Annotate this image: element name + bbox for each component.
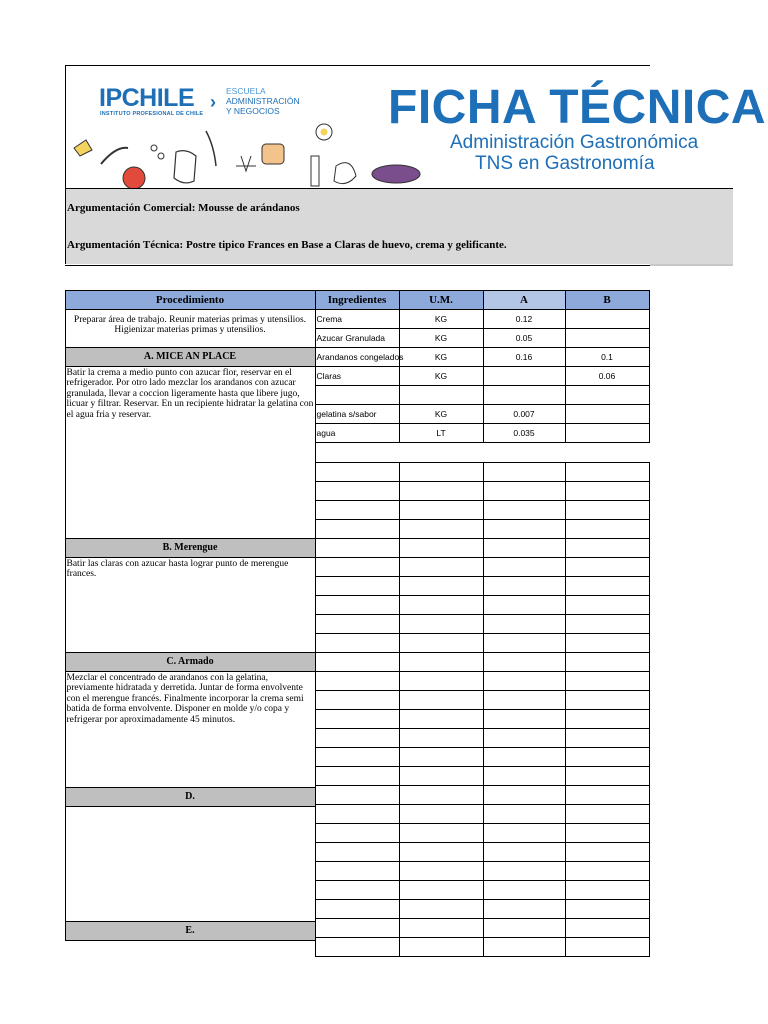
ingredient-um: KG [399,404,484,424]
empty-cell [565,576,650,596]
empty-cell [483,538,566,558]
empty-cell [315,519,400,539]
section-text: Batir las claras con azucar hasta lograr punto de merengue frances. [65,557,316,653]
subtitle-line2: TNS en Gastronomía [475,153,655,174]
ingredient-a: 0.007 [483,404,566,424]
pasta-icon [74,140,92,156]
empty-cell [565,937,650,957]
empty-cell [315,823,400,843]
empty-cell [399,538,484,558]
ipchile-logo-subtitle: INSTITUTO PROFESIONAL DE CHILE [100,111,204,117]
section-title: E. [65,921,316,941]
empty-cell [565,481,650,501]
empty-cell [315,462,400,482]
herb-icon [236,156,256,171]
empty-cell [399,557,484,577]
ingredient-name: agua [315,423,400,443]
empty-cell [399,633,484,653]
empty-cell [315,899,400,919]
empty-cell [315,690,400,710]
bread-icon [262,144,284,164]
empty-cell [565,747,650,767]
pepper-icon [174,151,196,183]
empty-cell [565,766,650,786]
empty-cell [315,500,400,520]
chevron-right-icon: › [210,92,216,112]
empty-cell [315,709,400,729]
ingredient-a: 0.035 [483,423,566,443]
ingredient-um: KG [399,347,484,367]
empty-cell [483,918,566,938]
empty-cell [483,899,566,919]
empty-cell [483,747,566,767]
empty-cell [399,728,484,748]
empty-cell [483,652,566,672]
empty-cell [315,728,400,748]
ingredient-name: gelatina s/sabor [315,404,400,424]
empty-cell [565,842,650,862]
empty-cell [315,538,400,558]
ipchile-logo: IPCHILE [99,84,195,112]
header-um: U.M. [399,290,484,310]
empty-cell [483,937,566,957]
header-procedimiento: Procedimiento [65,290,316,310]
section-text: Mezclar el concentrado de arandanos con la gelatina, previamente hidratada y derretida. Juntar de forma envolvente con el merengue francés. Finalmente incorporar la crema semi batida de forma envolvente. Disponer en molde y/o copa y refrigerar por aproximadamente 45 minutos. [65,671,316,788]
header-ingredientes: Ingredientes [315,290,400,310]
tomato-icon [123,167,145,189]
empty-cell [483,614,566,634]
ingredient-a: 0.12 [483,309,566,329]
empty-cell [399,500,484,520]
empty-cell [315,785,400,805]
pea-icon [158,153,164,159]
radish-icon [334,163,356,184]
empty-cell [565,614,650,634]
empty-cell [399,785,484,805]
section-text: Batir la crema a medio punto con azucar flor, reservar en el refrigerador. Por otro lado mezclar los arandanos con azucar granulada, llevar a coccion ligeramente hasta que libere jugo, licuar y filtrar. Reservar. En un recipiente hidratar la gelatina con el agua fria y reservar. [65,366,316,539]
ingredient-b: 0.06 [565,366,650,386]
empty-cell [315,880,400,900]
ingredient-um: KG [399,309,484,329]
technical-argument: Argumentación Técnica: Postre tipico Frances en Base a Claras de huevo, crema y gelificante. [65,226,733,264]
empty-cell [483,766,566,786]
school-line1: ESCUELA [226,86,266,96]
food-illustration [66,126,650,189]
header-b: B [565,290,650,310]
empty-cell [565,633,650,653]
empty-cell [399,481,484,501]
ingredient-b [565,404,650,424]
empty-cell [399,709,484,729]
empty-cell [399,595,484,615]
empty-cell [399,899,484,919]
empty-cell [483,728,566,748]
empty-cell [565,880,650,900]
empty-cell [483,671,566,691]
empty-cell [315,557,400,577]
empty-cell [483,880,566,900]
ingredient-a [483,385,566,405]
empty-cell [399,861,484,881]
empty-cell [483,481,566,501]
empty-cell [565,500,650,520]
empty-cell [315,937,400,957]
empty-cell [399,462,484,482]
school-line3: Y NEGOCIOS [226,106,280,116]
empty-cell [483,861,566,881]
empty-cell [565,899,650,919]
bottle-icon [311,156,319,186]
empty-cell [483,633,566,653]
empty-cell [565,823,650,843]
empty-cell [399,918,484,938]
ingredient-b [565,385,650,405]
eggplant-icon [372,165,420,183]
ingredient-a [483,366,566,386]
empty-cell [315,766,400,786]
ingredient-um: LT [399,423,484,443]
ingredient-name [315,385,400,405]
ingredient-name: Arandanos congelados [315,347,400,367]
empty-cell [483,690,566,710]
section-title: C. Armado [65,652,316,672]
empty-cell [565,519,650,539]
section-title: D. [65,787,316,807]
bean-icon [206,131,216,166]
empty-cell [399,614,484,634]
empty-cell [565,462,650,482]
document-title: FICHA TÉCNICA [388,81,767,134]
empty-cell [399,823,484,843]
header-banner [65,65,767,189]
ingredient-b [565,328,650,348]
ingredient-b [565,423,650,443]
empty-cell [483,462,566,482]
empty-cell [483,804,566,824]
empty-cell [565,804,650,824]
empty-cell [483,785,566,805]
empty-cell [483,519,566,539]
empty-cell [483,500,566,520]
ingredient-name: Azucar Granulada [315,328,400,348]
empty-cell [565,690,650,710]
empty-cell [315,576,400,596]
empty-cell [315,804,400,824]
ingredient-um: KG [399,328,484,348]
empty-cell [399,880,484,900]
empty-cell [565,557,650,577]
section-title: B. Merengue [65,538,316,558]
ingredient-a: 0.05 [483,328,566,348]
commercial-argument: Argumentación Comercial: Mousse de arándanos [65,188,733,226]
empty-cell [315,614,400,634]
empty-cell [315,481,400,501]
procedure-intro: Preparar área de trabajo. Reunir materias primas y utensilios. Higienizar materias primas y utensilios. [65,309,316,348]
ingredient-name: Crema [315,309,400,329]
empty-cell [315,671,400,691]
subtitle-line1: Administración Gastronómica [450,132,699,153]
empty-cell [399,804,484,824]
empty-cell [483,709,566,729]
empty-cell [565,728,650,748]
school-line2: ADMINISTRACIÓN [226,96,300,106]
empty-cell [399,937,484,957]
school-name [226,86,300,116]
header-a: A [483,290,566,310]
empty-cell [399,652,484,672]
empty-cell [315,652,400,672]
empty-cell [565,709,650,729]
empty-cell [483,576,566,596]
empty-cell [399,519,484,539]
ingredient-name: Claras [315,366,400,386]
section-text [65,806,316,922]
empty-cell [565,785,650,805]
ingredient-a: 0.16 [483,347,566,367]
empty-cell [399,747,484,767]
section-title: A. MICE AN PLACE [65,347,316,367]
empty-cell [399,576,484,596]
empty-cell [483,823,566,843]
empty-cell [483,842,566,862]
chili-icon [101,148,128,164]
ingredient-b: 0.1 [565,347,650,367]
pea-icon [151,145,157,151]
ingredient-b [565,309,650,329]
empty-cell [565,918,650,938]
empty-cell [399,842,484,862]
empty-cell [315,842,400,862]
empty-cell [315,747,400,767]
empty-cell [315,633,400,653]
empty-cell [565,595,650,615]
empty-cell [565,538,650,558]
ingredient-um [399,385,484,405]
empty-cell [399,671,484,691]
empty-cell [315,595,400,615]
empty-cell [315,918,400,938]
empty-cell [565,652,650,672]
empty-cell [399,766,484,786]
ingredient-um: KG [399,366,484,386]
empty-cell [565,861,650,881]
divider [65,265,650,266]
empty-cell [315,861,400,881]
empty-cell [483,557,566,577]
empty-cell [565,671,650,691]
empty-cell [483,595,566,615]
empty-cell [399,690,484,710]
